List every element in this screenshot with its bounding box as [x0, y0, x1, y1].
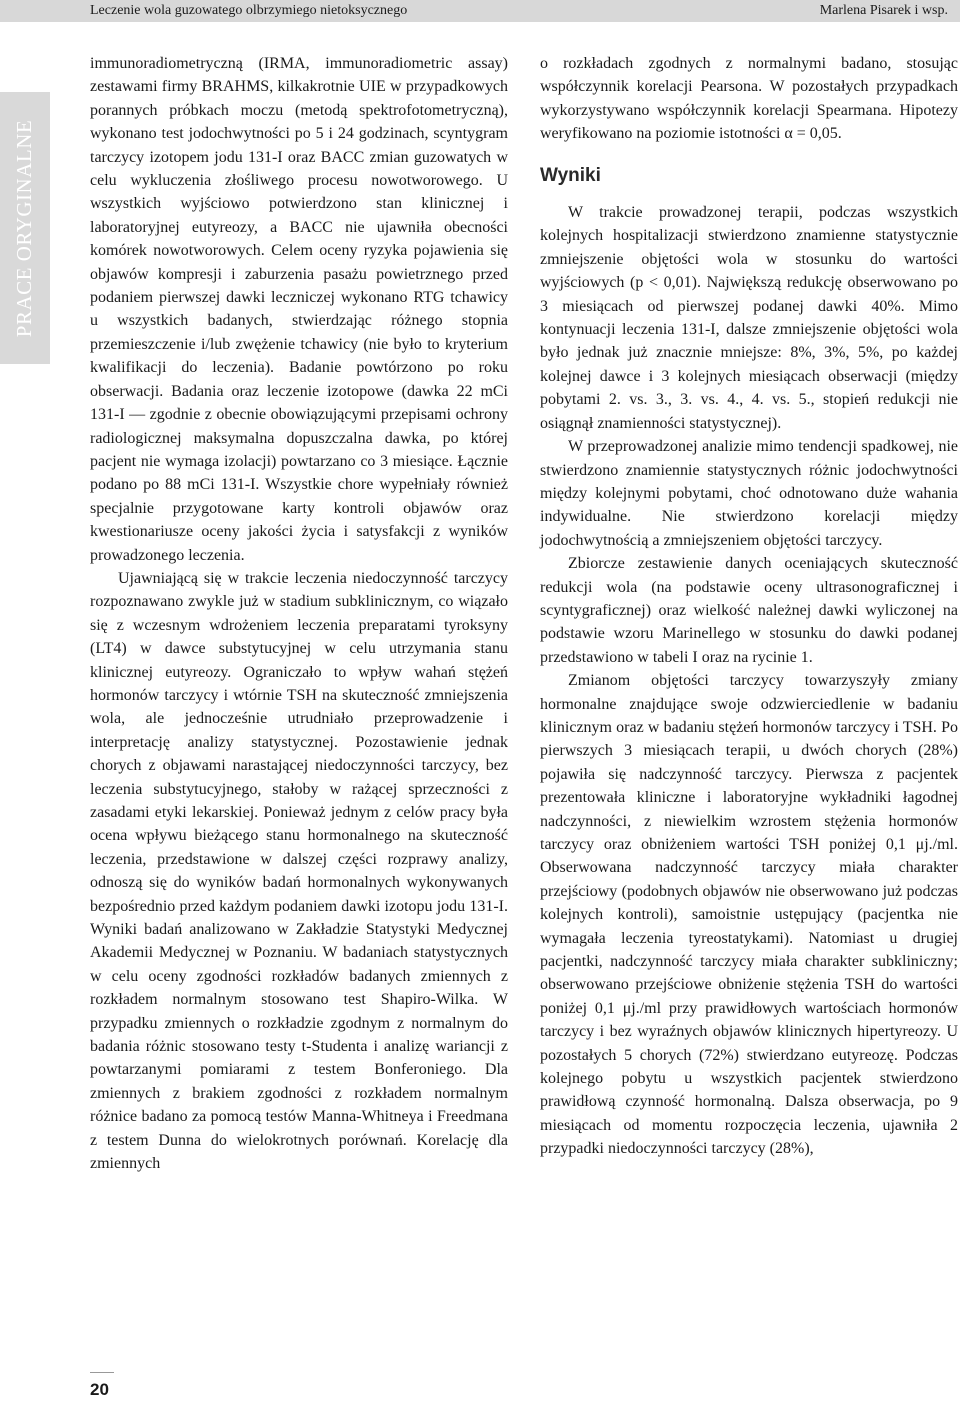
section-label: PRACE ORYGINALNE — [12, 119, 37, 337]
body-paragraph: Zbiorcze zestawienie danych oceniających skuteczność redukcji wola (na podstawie oceny ultrasonograficznej i scyntygraficznej) oraz wielkość należnej dawki wyliczonej na podstawie wzoru Marinellego w stosunku do dawki podanej przedstawiono w tabeli I oraz na rycinie 1. — [540, 555, 958, 666]
header-authors: Marlena Pisarek i wsp. — [819, 3, 948, 18]
body-paragraph: W przeprowadzonej analizie mimo tendencji spadkowej, nie stwierdzono znamiennie statystycznych różnic jodochwytności między kolejnymi pobytami, choć odnotowano duże wahania indywidualne. Nie stwierdzono korelacji między jodochwytnością a zmniejszeniem objętości tarczycy. — [540, 438, 958, 549]
page-number: 20 — [90, 1380, 109, 1399]
right-column — [540, 52, 958, 1161]
running-header — [0, 0, 960, 22]
body-paragraph: immunoradiometryczną (IRMA, immunoradiometric assay) zestawami firmy BRAHMS, kilkakrotnie UIE w przypadkowych porannych próbkach moczu (metodą spektrofotometryczną), wykonano test jodochwytności po 5 i 24 godzinach, scyntygram tarczycy izotopem jodu 131-I oraz BACC zmian guzowatych w celu wykluczenia złośliwego procesu nowotworowego. U wszystkich wyjściowo potwierdzono stan klinicznej i laboratoryjnej eutyreozy, a BACC nie ujawniła obecności komórek nowotworowych. Celem oceny ryzyka pojawienia się objawów kompresji i zaburzenia pasażu powietrznego przed podaniem pierwszej dawki leczniczej wykonano RTG tchawicy u wszystkich badanych, stwierdzając różnego stopnia przemieszczenie i/lub zwężenie tchawicy (nie było to kryterium kwalifikacji do leczenia). Badanie powtórzono po roku obserwacji. Badania oraz leczenie izotopowe (dawka 22 mCi 131-I — zgodnie z obecnie obowiązującymi przepisami ochrony radiologicznej maksymalna dopuszczalna dawka, po której pacjent nie wymaga izolacji) powtarzano co 3 miesiące. Łącznie podano po 88 mCi 131-I. Wszystkie chore wypełniały również specjalnie przygotowane karty kontroli objawów oraz kwestionariusze oceny jakości życia i satysfakcji z wyników prowadzonego leczenia. — [90, 55, 508, 564]
body-paragraph: o rozkładach zgodnych z normalnymi badano, stosując współczynnik korelacji Pearsona. W pozostałych przypadkach wykorzystywano współczynnik korelacji Spearmana. Hipotezy weryfikowano na poziomie istotności α = 0,05. — [540, 55, 958, 143]
section-sidebar — [0, 92, 50, 364]
left-column — [90, 52, 508, 1176]
footer-divider — [90, 1372, 114, 1373]
body-paragraph: Zmianom objętości tarczycy towarzyszyły zmiany hormonalne znajdujące swoje odzwierciedlenie w badaniu klinicznym oraz w badaniu stężeń hormonów tarczycy i TSH. Po pierwszych 3 miesiącach terapii, u dwóch chorych (28%) pojawiła się nadczynność tarczycy. Pierwsza z pacjentek prezentowała kliniczne i laboratoryjne wykładniki łagodnej nadczynności, z niewielkim wzrostem stężenia hormonów tarczycy oraz obniżeniem wartości TSH poniżej 0,1 μj./ml. Obserwowana nadczynność tarczycy miała charakter przejściowy (podobnych objawów nie obserwowano już podczas kolejnych kontroli), samoistnie ustępujący (pacjentka nie wymagała leczenia tyreostatykami). Natomiast u drugiej pacjentki, nadczynność tarczycy miała charakter subkliniczny; obserwowano przejściowe obniżenie stężenia TSH do wartości poniżej 0,1 μj./ml przy prawidłowych wartościach hormonów tarczycy i bez wyraźnych objawów klinicznych hipertyreozy. U pozostałych 5 chorych (72%) stwierdzano eutyreozę. Podczas kolejnego pobytu u wszystkich pacjentek stwierdzono prawidłową czynność hormonalną. Dalsza obserwacja, po 9 miesiącach od momentu rozpoczęcia leczenia, ujawniła 2 przypadki niedoczynności tarczycy (28%), — [540, 672, 958, 1158]
body-paragraph: Ujawniającą się w trakcie leczenia niedoczynność tarczycy rozpoznawano zwykle już w stadium subklinicznym, co wiązało się z wczesnym wdrożeniem leczenia preparatami tyroksyny (LT4) w dawce substytucyjnej w celu utrzymania stanu klinicznej eutyreozy. Ograniczało to wpływ wahań stężeń hormonów tarczycy i wtórnie TSH na skuteczność zmniejszenia wola, ale jednocześnie utrudniało przeprowadzenie i interpretację analizy statystycznej. Pozostawienie jednak chorych z objawami narastającej niedoczynności tarczycy, bez leczenia substytucyjnego, stałoby w rażącej sprzeczności z zasadami etyki lekarskiej. Ponieważ jednym z celów pracy była ocena wpływu bieżącego stanu hormonalnego na skuteczność leczenia, przedstawione w dalszej części rozprawy analizy, odnoszą się do wyników badań hormonalnych wykonywanych bezpośrednio przed każdym podaniem dawki izotopu jodu 131-I. Wyniki badań analizowano w Zakładzie Statystyki Medycznej Akademii Medycznej w Poznaniu. W badaniach statystycznych w celu oceny zgodności rozkładów badanych zmiennych z rozkładem normalnym stosowano test Shapiro-Wilka. W przypadku zmiennych o rozkładzie zgodnym z normalnym do badania różnic stosowano testy t-Studenta i analizę wariancji z powtarzanymi pomiarami z testem Bonferoniego. Dla zmiennych z brakiem zgodności z rozkładem normalnym różnice badano za pomocą testów Manna-Whitneya i Freedmana z testem Dunna do wielokrotnych porównań. Korelację dla zmiennych — [90, 569, 508, 1173]
body-paragraph: W trakcie prowadzonej terapii, podczas wszystkich kolejnych hospitalizacji stwierdzono znamienne statystycznie zmniejszenie objętości wola w stosunku do wartości wyjściowych (p < 0,01). Największą redukcję obserwowano po 3 miesiącach od pierwszej podanej dawki 40%. Mimo kontynuacji leczenia 131-I, dalsze zmniejszenie objętości wola było jednak już znacznie mniejsze: 8%, 3%, 5%, po każdej kolejnej dawce i 3 kolejnych miesiącach obserwacji (między pobytami 2. vs. 3., 3. vs. 4., 4. vs. 5., stopień redukcji nie osiągnął znamienności statystycznej). — [540, 204, 958, 432]
section-heading-results: Wyniki — [540, 164, 601, 186]
header-title: Leczenie wola guzowatego olbrzymiego nietoksycznego — [90, 3, 408, 18]
